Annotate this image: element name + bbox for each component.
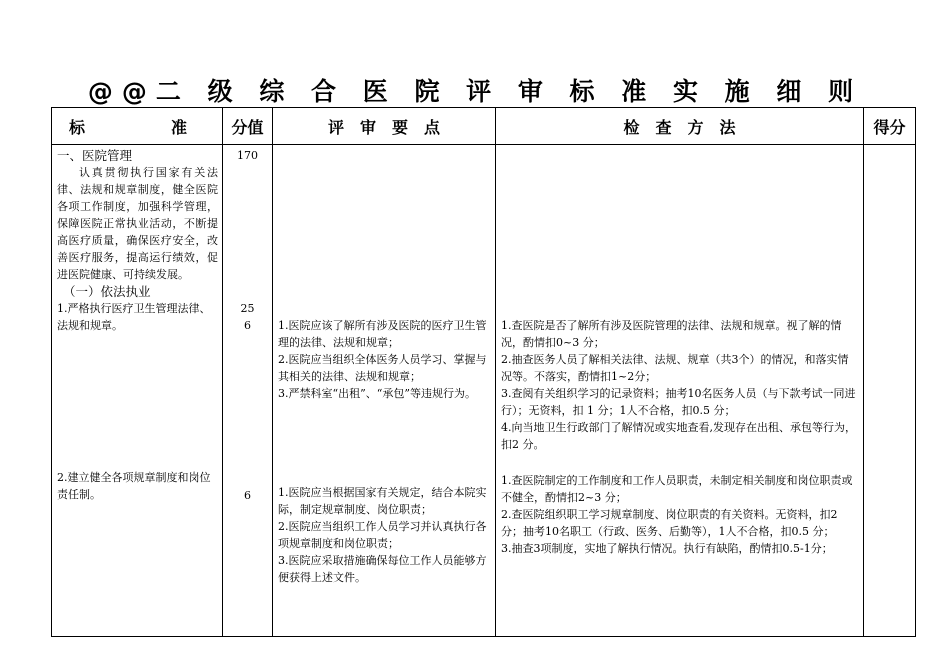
table-row xyxy=(52,145,916,637)
header-points: 评 审 要 点 xyxy=(273,108,496,145)
method-cell xyxy=(496,145,864,637)
point-1-1: 1.医院应该了解所有涉及医院的医疗卫生管理的法律、法规和规章； xyxy=(278,319,487,349)
standard-item-1: 1.严格执行医疗卫生管理法律、法规和规章。 xyxy=(57,302,211,332)
standards-table xyxy=(51,107,916,637)
method-2-1: 1.查医院制定的工作制度和工作人员职责，未制定相关制度和岗位职责或不健全，酌情扣2~3 分； xyxy=(501,474,853,504)
header-standard: 标 准 xyxy=(52,108,223,145)
score-cell xyxy=(223,145,273,637)
header-method: 检 查 方 法 xyxy=(496,108,864,145)
method-2-3: 3.抽查3项制度，实地了解执行情况。执行有缺陷，酌情扣0.5-1分； xyxy=(501,542,833,555)
score-subsection: 25 xyxy=(240,302,255,315)
score-item-1: 6 xyxy=(244,319,251,332)
point-1-3: 3.严禁科室“出租”、“承包”等违规行为。 xyxy=(278,387,476,400)
header-result: 得分 xyxy=(864,108,916,145)
point-2-2: 2.医院应当组织工作人员学习并认真执行各项规章制度和岗位职责； xyxy=(278,520,487,550)
subsection-title: （一）依法执业 xyxy=(63,284,151,299)
point-2-1: 1.医院应当根据国家有关规定，结合本院实际，制定规章制度、岗位职责； xyxy=(278,486,487,516)
method-1-1: 1.查医院是否了解所有涉及医院管理的法律、法规和规章。视了解的情况，酌情扣0~3 分； xyxy=(501,319,842,349)
method-1-4: 4.向当地卫生行政部门了解情况或实地查看,发现存在出租、承包等行为，扣2 分。 xyxy=(501,421,856,451)
method-1-3: 3.查阅有关组织学习的记录资料；抽考10名医务人员（与下款考试一同进行）；无资料，扣 1 分；1人不合格，扣0.5 分； xyxy=(501,387,856,417)
score-section: 170 xyxy=(237,149,258,162)
standard-cell xyxy=(52,145,223,637)
table-header-row xyxy=(52,108,916,145)
result-cell xyxy=(864,145,916,637)
section-title: 一、医院管理 xyxy=(57,148,133,163)
method-2-2: 2.查医院组织职工学习规章制度、岗位职责的有关资料。无资料，扣2分；抽考10名职工（行政、医务、后勤等），1人不合格，扣0.5 分； xyxy=(501,508,838,538)
point-1-2: 2.医院应当组织全体医务人员学习、掌握与其相关的法律、法规和规章； xyxy=(278,353,487,383)
header-score: 分值 xyxy=(223,108,273,145)
section-description: 认真贯彻执行国家有关法律、法规和规章制度，健全医院各项工作制度，加强科学管理，保障医院正常执业活动，不断提高医疗质量，确保医疗安全，改善医疗服务，提高运行绩效，促进医院健康、可持续发展。 xyxy=(57,166,218,281)
page-title: @@二 级 综 合 医 院 评 审 标 准 实 施 细 则 xyxy=(87,77,863,106)
standard-item-2: 2.建立健全各项规章制度和岗位责任制。 xyxy=(57,471,211,501)
score-item-2: 6 xyxy=(244,489,251,502)
method-1-2: 2.抽查医务人员了解相关法律、法规、规章（共3个）的情况，和落实情况等。不落实，酌情扣1~2分； xyxy=(501,353,849,383)
points-cell xyxy=(273,145,496,637)
point-2-3: 3.医院应采取措施确保每位工作人员能够方便获得上述文件。 xyxy=(278,554,487,584)
